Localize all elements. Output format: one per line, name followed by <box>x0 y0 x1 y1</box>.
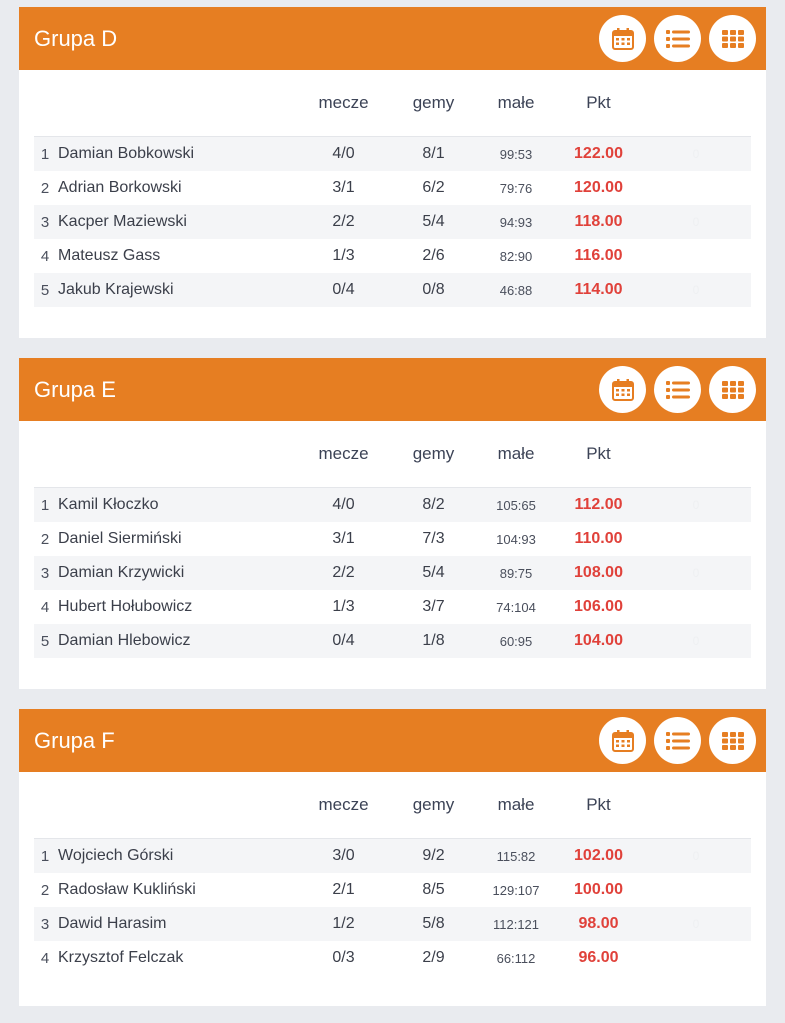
player-name: Damian Hlebowicz <box>58 632 191 649</box>
mecze-value: 4/0 <box>332 496 355 513</box>
gemy-value: 0/8 <box>422 281 445 298</box>
extra-value: 0 <box>692 917 700 931</box>
player-name: Wojciech Górski <box>58 847 174 864</box>
position: 4 <box>40 949 50 967</box>
table-header <box>34 772 751 839</box>
gemy-value: 2/6 <box>422 247 445 264</box>
points-value: 112.00 <box>574 496 623 513</box>
table-row[interactable] <box>34 624 751 658</box>
calendar-button[interactable] <box>599 15 646 62</box>
table-row[interactable] <box>34 171 751 205</box>
header-actions <box>599 366 756 413</box>
gemy-value: 5/8 <box>422 915 445 932</box>
standings-table <box>19 421 766 658</box>
table-row[interactable] <box>34 522 751 556</box>
list-icon <box>666 731 690 751</box>
male-value: 60:95 <box>499 633 533 649</box>
mecze-value: 2/1 <box>332 881 355 898</box>
group-card-d <box>19 7 766 338</box>
position: 1 <box>40 496 50 514</box>
list-icon <box>666 29 690 49</box>
mecze-value: 0/4 <box>332 632 355 649</box>
col-pkt: Pkt <box>586 795 611 814</box>
male-value: 104:93 <box>496 531 536 547</box>
player-name: Radosław Kukliński <box>58 881 196 898</box>
grid-icon <box>722 30 744 48</box>
points-value: 116.00 <box>574 247 623 264</box>
gemy-value: 8/5 <box>422 881 445 898</box>
male-value: 66:112 <box>496 950 536 966</box>
grid-button[interactable] <box>709 366 756 413</box>
calendar-icon <box>612 730 634 752</box>
gemy-value: 6/2 <box>422 179 445 196</box>
player-name: Damian Bobkowski <box>58 145 195 162</box>
col-mecze: mecze <box>318 93 369 112</box>
mecze-value: 1/3 <box>332 598 355 615</box>
calendar-icon <box>612 28 634 50</box>
table-row[interactable] <box>34 239 751 273</box>
gemy-value: 1/8 <box>422 632 445 649</box>
mecze-value: 2/2 <box>332 213 355 230</box>
position: 3 <box>40 564 50 582</box>
position: 3 <box>40 915 50 933</box>
male-value: 74:104 <box>496 599 536 615</box>
mecze-value: 0/4 <box>332 281 355 298</box>
table-row[interactable] <box>34 941 751 975</box>
list-icon <box>666 380 690 400</box>
col-pkt: Pkt <box>586 93 611 112</box>
points-value: 108.00 <box>574 564 623 581</box>
points-value: 118.00 <box>574 213 623 230</box>
calendar-icon <box>612 379 634 401</box>
group-header <box>19 7 766 70</box>
male-value: 112:121 <box>492 916 540 932</box>
table-row[interactable] <box>34 273 751 307</box>
table-row[interactable] <box>34 556 751 590</box>
group-title: Grupa F <box>34 727 115 753</box>
mecze-value: 3/0 <box>332 847 355 864</box>
position: 1 <box>40 145 50 163</box>
position: 1 <box>40 847 50 865</box>
player-name: Jakub Krajewski <box>58 281 174 298</box>
extra-value: 0 <box>692 215 700 229</box>
group-title: Grupa E <box>34 376 116 402</box>
header-actions <box>599 717 756 764</box>
player-name: Hubert Hołubowicz <box>58 598 193 615</box>
mecze-value: 4/0 <box>332 145 355 162</box>
header-actions <box>599 15 756 62</box>
position: 2 <box>40 530 50 548</box>
calendar-button[interactable] <box>599 717 646 764</box>
male-value: 105:65 <box>496 497 536 513</box>
group-header <box>19 709 766 772</box>
grid-button[interactable] <box>709 717 756 764</box>
gemy-value: 5/4 <box>422 213 445 230</box>
mecze-value: 3/1 <box>332 530 355 547</box>
mecze-value: 2/2 <box>332 564 355 581</box>
col-male: małe <box>497 93 535 112</box>
position: 2 <box>40 179 50 197</box>
position: 4 <box>40 247 50 265</box>
col-male: małe <box>497 795 535 814</box>
male-value: 82:90 <box>499 248 533 264</box>
player-name: Dawid Harasim <box>58 915 167 932</box>
gemy-value: 5/4 <box>422 564 445 581</box>
points-value: 98.00 <box>578 915 619 932</box>
extra-value: 0 <box>692 147 700 161</box>
extra-value: 0 <box>692 634 700 648</box>
list-button[interactable] <box>654 366 701 413</box>
grid-button[interactable] <box>709 15 756 62</box>
col-gemy: gemy <box>412 444 455 463</box>
group-card-e <box>19 358 766 689</box>
points-value: 96.00 <box>578 949 619 966</box>
points-value: 110.00 <box>574 530 623 547</box>
extra-value: 0 <box>692 283 700 297</box>
grid-icon <box>722 732 744 750</box>
table-row[interactable] <box>34 839 751 873</box>
player-name: Krzysztof Felczak <box>58 949 184 966</box>
position: 5 <box>40 632 50 650</box>
grid-icon <box>722 381 744 399</box>
mecze-value: 3/1 <box>332 179 355 196</box>
position: 2 <box>40 881 50 899</box>
col-mecze: mecze <box>318 795 369 814</box>
table-row[interactable] <box>34 488 751 522</box>
gemy-value: 8/1 <box>422 145 445 162</box>
position: 3 <box>40 213 50 231</box>
mecze-value: 1/2 <box>332 915 355 932</box>
table-header <box>34 421 751 488</box>
table-header <box>34 70 751 137</box>
player-name: Damian Krzywicki <box>58 564 185 581</box>
points-value: 122.00 <box>574 145 623 162</box>
gemy-value: 3/7 <box>422 598 445 615</box>
points-value: 120.00 <box>574 179 623 196</box>
list-button[interactable] <box>654 717 701 764</box>
points-value: 106.00 <box>574 598 623 615</box>
table-row[interactable] <box>34 205 751 239</box>
gemy-value: 9/2 <box>422 847 445 864</box>
extra-value: 0 <box>692 849 700 863</box>
col-gemy: gemy <box>412 795 455 814</box>
col-pkt: Pkt <box>586 444 611 463</box>
extra-value: 0 <box>692 566 700 580</box>
position: 5 <box>40 281 50 299</box>
points-value: 104.00 <box>574 632 623 649</box>
player-name: Kamil Kłoczko <box>58 496 159 513</box>
standings-table <box>19 70 766 307</box>
table-row[interactable] <box>34 873 751 907</box>
gemy-value: 8/2 <box>422 496 445 513</box>
male-value: 115:82 <box>496 848 536 864</box>
gemy-value: 7/3 <box>422 530 445 547</box>
mecze-value: 0/3 <box>332 949 355 966</box>
male-value: 79:76 <box>499 180 533 196</box>
table-row[interactable] <box>34 590 751 624</box>
col-male: małe <box>497 444 535 463</box>
player-name: Adrian Borkowski <box>58 179 182 196</box>
male-value: 129:107 <box>492 882 540 898</box>
group-header <box>19 358 766 421</box>
col-mecze: mecze <box>318 444 369 463</box>
col-gemy: gemy <box>412 93 455 112</box>
player-name: Kacper Maziewski <box>58 213 187 230</box>
player-name: Mateusz Gass <box>58 247 161 264</box>
male-value: 99:53 <box>499 146 533 162</box>
points-value: 102.00 <box>574 847 623 864</box>
position: 4 <box>40 598 50 616</box>
player-name: Daniel Siermiński <box>58 530 182 547</box>
list-button[interactable] <box>654 15 701 62</box>
male-value: 46:88 <box>499 282 533 298</box>
standings-table <box>19 772 766 975</box>
table-row[interactable] <box>34 907 751 941</box>
points-value: 100.00 <box>574 881 623 898</box>
male-value: 94:93 <box>499 214 533 230</box>
points-value: 114.00 <box>574 281 623 298</box>
group-card-f <box>19 709 766 1006</box>
table-row[interactable] <box>34 137 751 171</box>
male-value: 89:75 <box>499 565 533 581</box>
group-title: Grupa D <box>34 25 118 51</box>
mecze-value: 1/3 <box>332 247 355 264</box>
gemy-value: 2/9 <box>422 949 445 966</box>
extra-value: 0 <box>692 498 700 512</box>
calendar-button[interactable] <box>599 366 646 413</box>
